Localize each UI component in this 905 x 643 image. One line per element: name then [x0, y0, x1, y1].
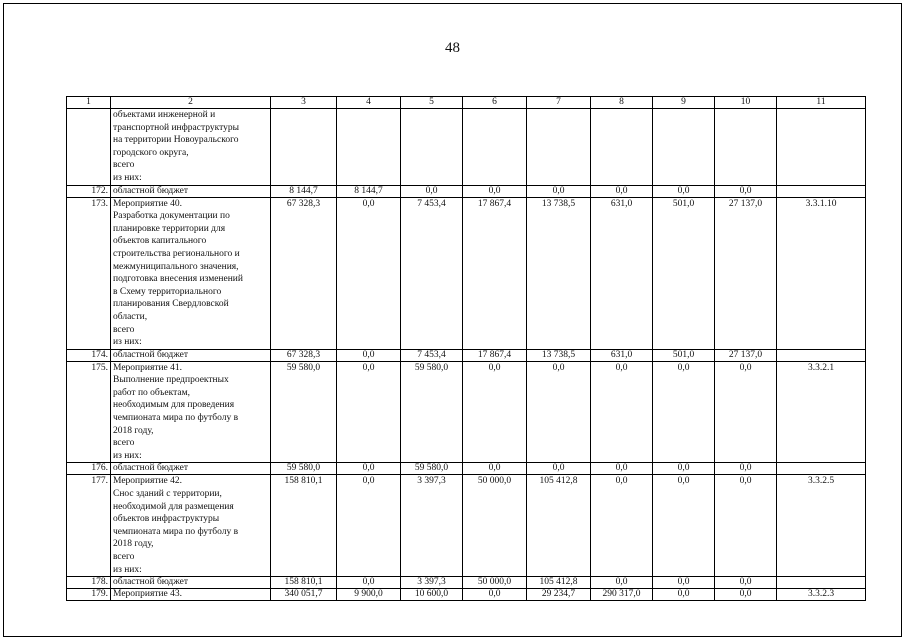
value-col-7: 105 412,8 [527, 577, 591, 589]
value-col-8: 631,0 [591, 197, 653, 349]
value-col-5: 59 580,0 [401, 463, 463, 475]
description-line: межмуниципального значения, [113, 261, 239, 272]
budget-table [66, 96, 866, 601]
description-line: планирования Свердловской [113, 299, 229, 310]
description-line: Мероприятие 43. [113, 589, 183, 600]
target-code [777, 577, 866, 589]
value-col-6: 50 000,0 [463, 577, 527, 589]
column-number-6: 6 [463, 97, 527, 109]
column-number-3: 3 [271, 97, 337, 109]
value-col-9: 0,0 [653, 475, 715, 577]
table-row [67, 589, 866, 601]
description-line: из них: [113, 337, 142, 348]
table-row [67, 463, 866, 475]
value-col-5: 7 453,4 [401, 349, 463, 361]
value-col-5: 7 453,4 [401, 197, 463, 349]
value-col-10: 0,0 [715, 361, 777, 463]
column-number-8: 8 [591, 97, 653, 109]
row-description [111, 577, 271, 589]
row-number: 178. [67, 577, 111, 589]
column-number-4: 4 [337, 97, 401, 109]
value-col-6 [463, 109, 527, 186]
value-col-7: 13 738,5 [527, 349, 591, 361]
value-col-8: 0,0 [591, 185, 653, 197]
value-col-6: 50 000,0 [463, 475, 527, 577]
description-line: из них: [113, 564, 142, 575]
value-col-8: 0,0 [591, 577, 653, 589]
value-col-4: 9 900,0 [337, 589, 401, 601]
value-col-3: 59 580,0 [271, 361, 337, 463]
description-line: необходимым для проведения [113, 400, 235, 411]
value-col-4: 0,0 [337, 349, 401, 361]
target-code: 3.3.2.1 [777, 361, 866, 463]
value-col-9 [653, 109, 715, 186]
row-number [67, 109, 111, 186]
target-code [777, 463, 866, 475]
value-col-5 [401, 109, 463, 186]
description-line: Мероприятие 40. [113, 198, 183, 209]
column-number-row [67, 97, 866, 109]
row-description [111, 475, 271, 577]
value-col-9: 0,0 [653, 589, 715, 601]
row-description [111, 463, 271, 475]
value-col-4: 8 144,7 [337, 185, 401, 197]
value-col-9: 501,0 [653, 349, 715, 361]
description-line: из них: [113, 450, 142, 461]
value-col-3: 158 810,1 [271, 475, 337, 577]
description-line: областной бюджет [113, 185, 189, 196]
row-number: 174. [67, 349, 111, 361]
value-col-7: 0,0 [527, 185, 591, 197]
description-line: Мероприятие 42. [113, 476, 183, 487]
target-code [777, 349, 866, 361]
row-description [111, 349, 271, 361]
row-number: 177. [67, 475, 111, 577]
description-line: всего [113, 552, 135, 562]
value-col-9: 0,0 [653, 361, 715, 463]
value-col-8: 631,0 [591, 349, 653, 361]
value-col-10: 27 137,0 [715, 349, 777, 361]
value-col-3: 67 328,3 [271, 197, 337, 349]
description-line: планировке территории для [113, 223, 226, 234]
column-number-10: 10 [715, 97, 777, 109]
column-number-9: 9 [653, 97, 715, 109]
value-col-10: 0,0 [715, 577, 777, 589]
column-number-1: 1 [67, 97, 111, 109]
description-line: областной бюджет [113, 349, 189, 360]
value-col-4: 0,0 [337, 197, 401, 349]
value-col-7: 0,0 [527, 361, 591, 463]
value-col-7: 29 234,7 [527, 589, 591, 601]
document-page [3, 3, 902, 637]
value-col-3: 8 144,7 [271, 185, 337, 197]
value-col-10: 27 137,0 [715, 197, 777, 349]
description-line: всего [113, 324, 135, 335]
value-col-7: 105 412,8 [527, 475, 591, 577]
row-description [111, 109, 271, 186]
description-line: чемпионата мира по футболу в [113, 413, 239, 424]
value-col-7: 13 738,5 [527, 197, 591, 349]
value-col-6: 0,0 [463, 589, 527, 601]
value-col-4: 0,0 [337, 361, 401, 463]
value-col-9: 0,0 [653, 185, 715, 197]
value-col-5: 10 600,0 [401, 589, 463, 601]
value-col-3: 158 810,1 [271, 577, 337, 589]
value-col-3 [271, 109, 337, 186]
value-col-10 [715, 109, 777, 186]
value-col-6: 0,0 [463, 361, 527, 463]
description-line: Выполнение предпроектных [113, 375, 229, 386]
description-line: Мероприятие 41. [113, 362, 183, 373]
row-number: 173. [67, 197, 111, 349]
value-col-8 [591, 109, 653, 186]
row-number: 172. [67, 185, 111, 197]
row-description [111, 197, 271, 349]
value-col-8: 290 317,0 [591, 589, 653, 601]
value-col-3: 340 051,7 [271, 589, 337, 601]
description-line: Разработка документации по [113, 211, 230, 222]
description-line: всего [113, 438, 135, 449]
value-col-6: 17 867,4 [463, 197, 527, 349]
description-line: транспортной инфраструктуры [113, 122, 239, 133]
target-code [777, 109, 866, 186]
value-col-7 [527, 109, 591, 186]
value-col-10: 0,0 [715, 475, 777, 577]
description-line: чемпионата мира по футболу в [113, 526, 239, 537]
value-col-8: 0,0 [591, 463, 653, 475]
value-col-4: 0,0 [337, 577, 401, 589]
description-line: в Схему территориального [113, 286, 222, 297]
target-code [777, 185, 866, 197]
column-number-2: 2 [111, 97, 271, 109]
description-line: строительства регионального и [113, 248, 240, 259]
target-code: 3.3.2.5 [777, 475, 866, 577]
value-col-4 [337, 109, 401, 186]
value-col-5: 3 397,3 [401, 475, 463, 577]
table-row [67, 349, 866, 361]
column-number-11: 11 [777, 97, 866, 109]
description-line: областной бюджет [113, 463, 189, 474]
value-col-9: 0,0 [653, 463, 715, 475]
value-col-4: 0,0 [337, 475, 401, 577]
value-col-10: 0,0 [715, 589, 777, 601]
row-description [111, 361, 271, 463]
description-line: Снос зданий с территории, [113, 489, 222, 500]
row-number: 175. [67, 361, 111, 463]
column-number-7: 7 [527, 97, 591, 109]
table-row [67, 197, 866, 349]
description-line: необходимой для размещения [113, 501, 234, 512]
description-line: городского округа, [113, 147, 189, 158]
column-number-5: 5 [401, 97, 463, 109]
description-line: на территории Новоуральского [113, 135, 239, 146]
value-col-10: 0,0 [715, 185, 777, 197]
value-col-4: 0,0 [337, 463, 401, 475]
value-col-5: 0,0 [401, 185, 463, 197]
description-line: подготовка внесения изменений [113, 274, 243, 285]
value-col-8: 0,0 [591, 361, 653, 463]
value-col-8: 0,0 [591, 475, 653, 577]
value-col-6: 17 867,4 [463, 349, 527, 361]
value-col-7: 0,0 [527, 463, 591, 475]
description-line: объектов инфраструктуры [113, 514, 220, 525]
row-description [111, 589, 271, 601]
target-code: 3.3.2.3 [777, 589, 866, 601]
value-col-3: 59 580,0 [271, 463, 337, 475]
table-body [67, 109, 866, 601]
value-col-9: 0,0 [653, 577, 715, 589]
table-row [67, 361, 866, 463]
value-col-9: 501,0 [653, 197, 715, 349]
target-code: 3.3.1.10 [777, 197, 866, 349]
description-line: из них: [113, 172, 142, 183]
table-row [67, 185, 866, 197]
row-number: 179. [67, 589, 111, 601]
description-line: всего [113, 160, 135, 171]
value-col-3: 67 328,3 [271, 349, 337, 361]
description-line: работ по объектам, [113, 387, 190, 398]
description-line: области, [113, 311, 148, 322]
table-row [67, 109, 866, 186]
value-col-6: 0,0 [463, 463, 527, 475]
row-description [111, 185, 271, 197]
table-row [67, 577, 866, 589]
row-number: 176. [67, 463, 111, 475]
table-row [67, 475, 866, 577]
value-col-5: 59 580,0 [401, 361, 463, 463]
value-col-5: 3 397,3 [401, 577, 463, 589]
description-line: объектов капитального [113, 236, 207, 247]
description-line: 2018 году, [113, 539, 154, 550]
description-line: областной бюджет [113, 577, 189, 588]
value-col-10: 0,0 [715, 463, 777, 475]
page-number: 48 [445, 40, 460, 56]
description-line: 2018 году, [113, 425, 154, 436]
value-col-6: 0,0 [463, 185, 527, 197]
description-line: объектами инженерной и [113, 110, 216, 120]
